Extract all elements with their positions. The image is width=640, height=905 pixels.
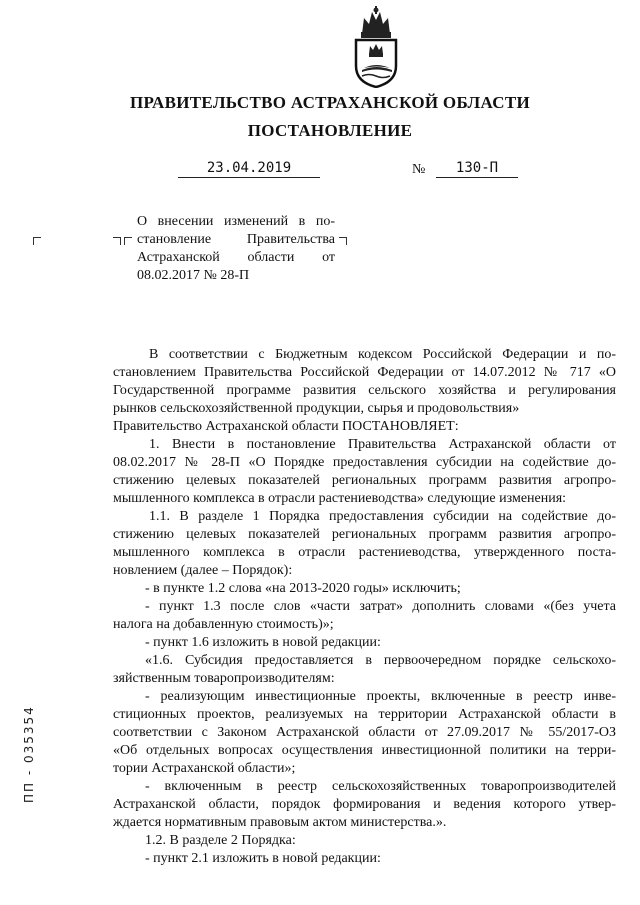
body-line: 1.2. В разделе 2 Порядка: <box>145 833 296 848</box>
corner-mark-right <box>339 237 347 245</box>
document-type-title: ПОСТАНОВЛЕНИЕ <box>247 121 413 140</box>
corner-mark-left <box>33 237 41 245</box>
subject-line: О внесении изменений в по- <box>137 214 335 229</box>
subject-line: 08.02.2017 № 28-П <box>137 268 250 283</box>
body-line: «Об отдельных вопросах осуществления инвестиционной политики на терри- <box>113 743 616 758</box>
body-line: 08.02.2017 № 28-П «О Порядке предоставления субсидии на содействие до- <box>113 455 616 470</box>
body-line: стиционных проектов, реализуемых на территории Астраханской области в <box>113 707 616 722</box>
body-line: тории Астраханской области»; <box>113 761 296 776</box>
body-line: налога на добавленную стоимость)»; <box>113 617 334 632</box>
body-line: - пункт 1.3 после слов «части затрат» дополнить словами «(без учета <box>145 599 616 614</box>
body-line: - пункт 2.1 изложить в новой редакции: <box>145 851 381 866</box>
body-line: Правительство Астраханской области ПОСТАНОВЛЯЕТ: <box>113 419 459 434</box>
subject-line: становление Правительства <box>137 232 335 247</box>
body-line: мышленного комплекса в отрасли растениеводства, утвержденного поста- <box>113 545 616 560</box>
body-line: Астраханской области, порядок формирования и ведения которого утвер- <box>113 797 616 812</box>
body-line: новлением (далее – Порядок): <box>113 563 293 578</box>
number-sign: № <box>412 162 426 177</box>
body-line: «1.6. Субсидия предоставляется в первоочередном порядке сельскохо- <box>145 653 616 668</box>
body-line: - в пункте 1.2 слова «на 2013-2020 годы» исключить; <box>145 581 461 596</box>
body-line: 1. Внести в постановление Правительства Астраханской области от <box>149 437 616 452</box>
body-line: - реализующим инвестиционные проекты, включенные в реестр инве- <box>145 689 616 704</box>
body-line: стижению целевых показателей региональных программ развития агропро- <box>113 527 616 542</box>
body-line: стижению целевых показателей региональных программ развития агропро- <box>113 473 616 488</box>
body-line: В соответствии с Бюджетным кодексом Российской Федерации и по- <box>149 347 616 362</box>
government-title: ПРАВИТЕЛЬСТВО АСТРАХАНСКОЙ ОБЛАСТИ <box>130 93 530 112</box>
document-body <box>113 346 616 868</box>
body-line: - пункт 1.6 изложить в новой редакции: <box>145 635 381 650</box>
serial-stamp: ПП - 035354 <box>22 705 36 803</box>
subject-line: Астраханской области от <box>137 250 335 265</box>
document-subject <box>137 213 335 285</box>
body-line: зяйственным товаропроизводителям: <box>113 671 335 686</box>
body-line: рынков сельскохозяйственной продукции, сырья и продовольствия» <box>113 401 520 416</box>
body-line: - включенным в реестр сельскохозяйственных товаропроизводителей <box>145 779 616 794</box>
body-line: становлением Правительства Российской Федерации от 14.07.2012 № 717 «О <box>113 365 616 380</box>
body-line: соответствии с Законом Астраханской области от 27.09.2017 № 55/2017-ОЗ <box>113 725 616 740</box>
document-date: 23.04.2019 <box>178 160 320 178</box>
corner-mark-inner-left <box>124 237 132 245</box>
body-line: ждается нормативным правовым актом министерства.». <box>113 815 447 830</box>
body-line: 1.1. В разделе 1 Порядка предоставления субсидии на содействие до- <box>149 509 616 524</box>
document-number: 130-П <box>436 160 518 178</box>
body-line: мышленного комплекса в отрасли растениеводства» следующие изменения: <box>113 491 567 506</box>
coat-of-arms-emblem <box>352 6 400 88</box>
body-line: Государственной программе развития сельского хозяйства и регулирования <box>113 383 616 398</box>
corner-mark-inner-right <box>113 237 121 245</box>
